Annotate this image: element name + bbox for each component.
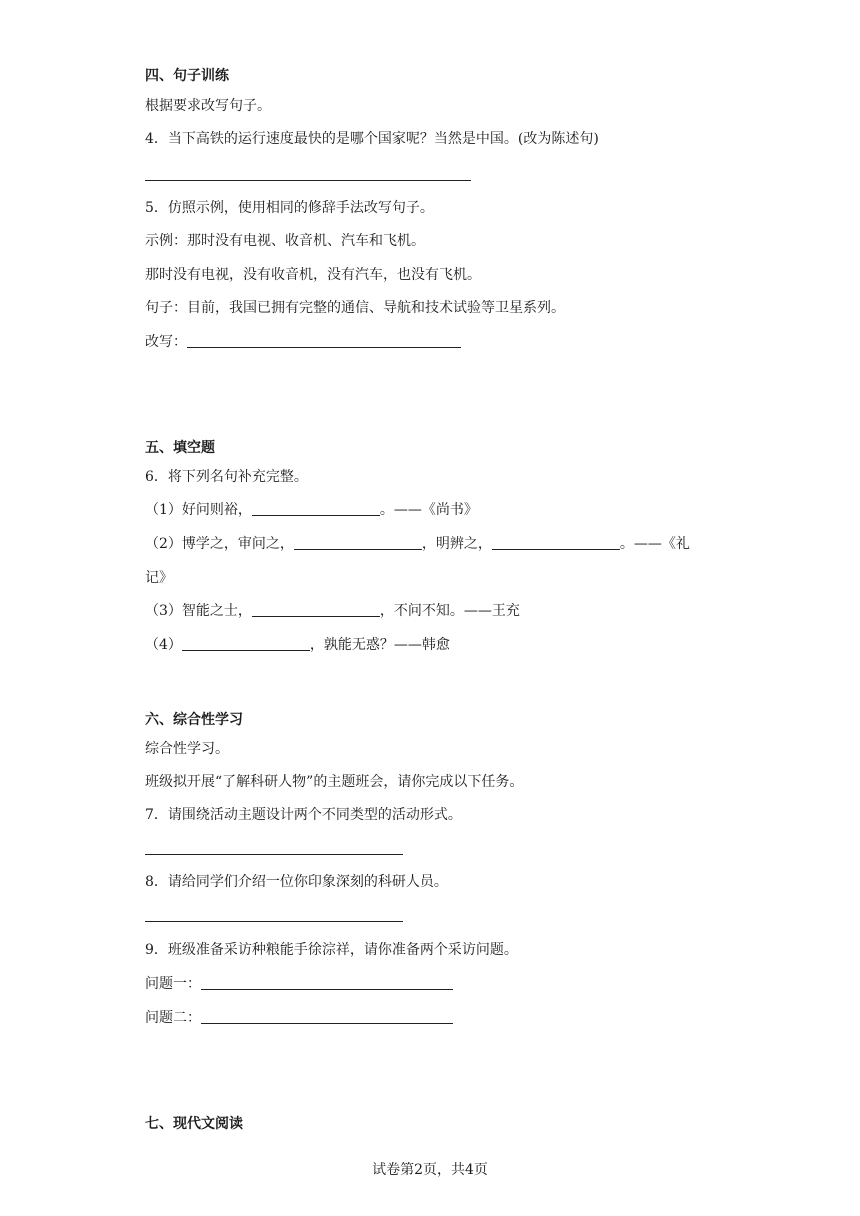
section-4-title: 四、句子训练 <box>145 68 229 84</box>
question-5: 5．仿照示例，使用相同的修辞手法改写句子。 <box>145 200 434 216</box>
fill-blank-2b[interactable] <box>492 535 620 550</box>
fill-item-4-text-b: ，孰能无惑？——韩愈 <box>309 637 450 653</box>
question-8: 8．请给同学们介绍一位你印象深刻的科研人员。 <box>145 874 448 890</box>
example-line-1: 示例：那时没有电视、收音机、汽车和飞机。 <box>145 233 425 249</box>
section-5-title: 五、填空题 <box>145 440 215 456</box>
fill-blank-4[interactable] <box>182 636 310 651</box>
question-9: 9．班级准备采访种粮能手徐淙祥，请你准备两个采访问题。 <box>145 942 518 958</box>
section-6-title: 六、综合性学习 <box>145 712 243 728</box>
page-footer: 试卷第2页，共4页 <box>372 1162 488 1178</box>
section-4-intro: 根据要求改写句子。 <box>145 98 271 114</box>
rewrite-row <box>145 332 461 352</box>
fill-item-2 <box>145 534 690 554</box>
given-sentence: 句子：目前，我国已拥有完整的通信、导航和技术试验等卫星系列。 <box>145 300 565 316</box>
question-7: 7．请围绕活动主题设计两个不同类型的活动形式。 <box>145 807 462 823</box>
fill-item-4-text-a: （4） <box>145 637 182 653</box>
rewrite-label: 改写： <box>145 334 187 350</box>
interview-question-1-label: 问题一： <box>145 976 201 992</box>
fill-blank-1[interactable] <box>252 501 380 516</box>
fill-item-2-continued: 记》 <box>145 570 173 586</box>
section-7-title: 七、现代文阅读 <box>145 1116 243 1132</box>
answer-line-q7[interactable] <box>145 854 403 855</box>
rewrite-blank[interactable] <box>187 333 461 348</box>
interview-question-2-label: 问题二： <box>145 1010 201 1026</box>
fill-blank-2a[interactable] <box>294 535 422 550</box>
answer-line-q4[interactable] <box>145 180 471 181</box>
answer-line-q8[interactable] <box>145 921 403 922</box>
fill-item-2-text-a: （2）博学之，审问之， <box>145 536 294 552</box>
fill-blank-3[interactable] <box>252 602 380 617</box>
interview-question-2-row <box>145 1008 453 1028</box>
question-6: 6．将下列名句补充完整。 <box>145 469 308 485</box>
fill-item-2-text-c: 。——《礼 <box>619 536 690 552</box>
fill-item-1-text-a: （1）好问则裕， <box>145 502 252 518</box>
fill-item-3-text-b: ，不问不知。——王充 <box>379 603 520 619</box>
interview-question-1-blank[interactable] <box>201 975 453 990</box>
interview-question-2-blank[interactable] <box>201 1009 453 1024</box>
interview-question-1-row <box>145 974 453 994</box>
fill-item-1 <box>145 500 478 520</box>
fill-item-3 <box>145 601 520 621</box>
fill-item-4 <box>145 635 450 655</box>
section-6-intro: 综合性学习。 <box>145 741 229 757</box>
example-line-2: 那时没有电视，没有收音机，没有汽车，也没有飞机。 <box>145 267 481 283</box>
fill-item-3-text-a: （3）智能之士， <box>145 603 252 619</box>
section-6-context: 班级拟开展“了解科研人物”的主题班会，请你完成以下任务。 <box>145 774 524 790</box>
fill-item-1-text-b: 。——《尚书》 <box>379 502 478 518</box>
question-4: 4．当下高铁的运行速度最快的是哪个国家呢？当然是中国。(改为陈述句) <box>145 131 599 147</box>
fill-item-2-text-b: ，明辨之， <box>421 536 492 552</box>
